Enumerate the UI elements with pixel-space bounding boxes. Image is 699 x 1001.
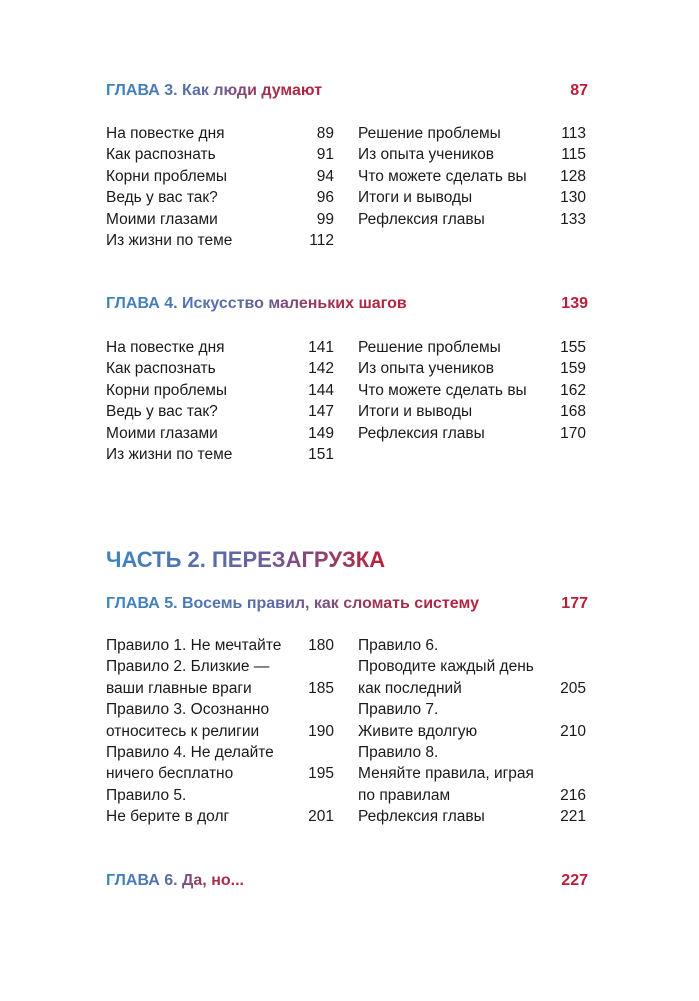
toc-entry-page: 159	[560, 360, 586, 378]
toc-entry	[358, 742, 586, 763]
toc-entry[interactable]	[358, 337, 586, 358]
toc-entry-page: 162	[560, 381, 586, 399]
toc-entry-title: На повестке дня	[106, 125, 225, 142]
toc-entry-title: Правило 6.	[358, 637, 439, 654]
toc-entry-page: 141	[308, 339, 334, 356]
toc-entry-title: Рефлексия главы	[358, 424, 485, 442]
chapter-4-title: ГЛАВА 4. Искусство маленьких шагов	[106, 295, 407, 312]
toc-entry-title: относитесь к религии	[106, 722, 260, 740]
toc-entry-title: Решение проблемы	[358, 125, 501, 142]
toc-entry	[106, 699, 334, 720]
toc-entry-page: 221	[560, 808, 586, 826]
toc-entry-title: Из жизни по теме	[106, 231, 233, 249]
toc-entry[interactable]	[358, 187, 586, 208]
toc-entry-page: 147	[308, 403, 334, 421]
toc-entry-title: Корни проблемы	[106, 381, 228, 399]
toc-entry-page: 151	[308, 445, 334, 463]
toc-entry[interactable]	[358, 678, 586, 699]
toc-entry-title: Проводите каждый день	[358, 658, 534, 676]
chapter-4-left-column	[106, 337, 334, 465]
toc-entry-title: Правило 2. Близкие —	[106, 658, 270, 676]
toc-entry-title: Что можете сделать вы	[358, 381, 527, 399]
toc-entry-title: Что можете сделать вы	[358, 167, 527, 185]
toc-entry[interactable]	[106, 401, 334, 422]
chapter-4-heading[interactable]	[106, 295, 588, 319]
toc-entry[interactable]	[358, 806, 586, 827]
toc-entry	[106, 656, 334, 677]
chapter-5-page: 177	[561, 595, 588, 612]
chapter-3-title: ГЛАВА 3. Как люди думают	[106, 82, 323, 99]
toc-entry-page: 113	[561, 125, 586, 142]
toc-entry	[358, 656, 586, 677]
toc-entry-title: Не берите в долг	[106, 808, 230, 826]
toc-entry[interactable]	[358, 401, 586, 422]
toc-entry-page: 144	[308, 381, 334, 399]
toc-entry-page: 142	[308, 360, 334, 378]
toc-entry[interactable]	[358, 423, 586, 444]
chapter-6-page: 227	[561, 872, 588, 889]
toc-entry-title: Правило 8.	[358, 743, 439, 761]
toc-entry	[106, 785, 334, 806]
toc-entry-title: Рефлексия главы	[358, 210, 485, 228]
toc-entry-title: Меняйте правила, играя	[358, 765, 534, 783]
toc-entry-title: Итоги и выводы	[358, 189, 473, 207]
toc-entry-title: Правило 4. Не делайте	[106, 743, 274, 761]
toc-entry-title: Правило 1. Не мечтайте	[106, 637, 282, 654]
toc-entry[interactable]	[106, 166, 334, 187]
toc-entry-title: Моими глазами	[106, 424, 218, 442]
chapter-6-heading[interactable]	[106, 872, 588, 896]
toc-entry[interactable]	[358, 358, 586, 379]
toc-entry-title: по правилам	[358, 786, 451, 804]
toc-entry-page: 99	[316, 210, 334, 228]
toc-entry-title: Правило 3. Осознанно	[106, 701, 270, 719]
toc-entry[interactable]	[106, 337, 334, 358]
toc-entry-page: 195	[308, 765, 334, 783]
chapter-3-left-column	[106, 123, 334, 251]
toc-entry-title: Ведь у вас так?	[106, 189, 218, 207]
toc-entry-page: 94	[316, 167, 334, 185]
toc-entry-title: Из опыта учеников	[358, 360, 495, 378]
toc-entry-page: 170	[560, 424, 586, 442]
toc-entry-title: Итоги и выводы	[358, 403, 473, 421]
toc-entry	[358, 763, 586, 784]
toc-entry[interactable]	[358, 721, 586, 742]
toc-entry-title: Корни проблемы	[106, 167, 228, 185]
toc-entry[interactable]	[358, 144, 586, 165]
toc-entry-title: Правило 7.	[358, 701, 439, 719]
toc-entry-title: Как распознать	[106, 360, 216, 378]
chapter-3-page: 87	[570, 82, 588, 99]
chapter-6-title: ГЛАВА 6. Да, но...	[106, 872, 244, 889]
chapter-5-left-column	[106, 635, 334, 828]
toc-entry-page: 210	[560, 722, 586, 740]
part-2-title: ЧАСТЬ 2. ПЕРЕЗАГРУЗКА	[106, 547, 386, 572]
toc-entry-title: Ведь у вас так?	[106, 403, 218, 421]
toc-entry	[358, 635, 586, 656]
toc-entry-page: 149	[308, 424, 334, 442]
toc-entry[interactable]	[106, 144, 334, 165]
toc-entry[interactable]	[106, 763, 334, 784]
toc-entry-title: Моими глазами	[106, 210, 218, 228]
chapter-5-title: ГЛАВА 5. Восемь правил, как сломать систему	[106, 595, 479, 612]
toc-entry[interactable]	[106, 635, 334, 656]
toc-entry[interactable]	[358, 380, 586, 401]
toc-entry[interactable]	[358, 785, 586, 806]
toc-entry-page: 115	[561, 146, 586, 164]
chapter-3-heading[interactable]	[106, 82, 588, 106]
toc-entry[interactable]	[358, 123, 586, 144]
toc-entry[interactable]	[106, 358, 334, 379]
toc-entry-page: 112	[309, 231, 334, 249]
toc-entry-title: ваши главные враги	[106, 679, 252, 697]
toc-entry-title: Из опыта учеников	[358, 146, 495, 164]
toc-entry-page: 185	[308, 679, 334, 697]
toc-entry[interactable]	[106, 721, 334, 742]
toc-entry[interactable]	[106, 678, 334, 699]
toc-entry[interactable]	[106, 187, 334, 208]
chapter-4-page: 139	[561, 295, 588, 312]
toc-entry-title: как последний	[358, 679, 462, 697]
toc-entry-title: ничего бесплатно	[106, 765, 234, 783]
toc-entry[interactable]	[106, 444, 334, 465]
toc-entry[interactable]	[106, 380, 334, 401]
chapter-5-heading[interactable]	[106, 595, 588, 619]
toc-entry-title: Рефлексия главы	[358, 808, 485, 826]
toc-entry-title: Правило 5.	[106, 786, 187, 804]
toc-entry	[106, 742, 334, 763]
toc-entry-title: Из жизни по теме	[106, 445, 233, 463]
toc-entry-page: 130	[560, 189, 586, 207]
toc-entry-title: Решение проблемы	[358, 339, 501, 356]
toc-entry-title: Как распознать	[106, 146, 216, 164]
toc-entry[interactable]	[106, 123, 334, 144]
toc-entry	[358, 699, 586, 720]
toc-entry-page: 96	[316, 189, 334, 207]
toc-entry-page: 155	[560, 339, 586, 356]
toc-entry[interactable]	[106, 230, 334, 251]
toc-entry-title: Живите вдолгую	[358, 722, 478, 740]
chapter-5-right-column	[358, 635, 586, 828]
toc-entry[interactable]	[358, 166, 586, 187]
chapter-3-right-column	[358, 123, 586, 230]
toc-entry-page: 190	[308, 722, 334, 740]
toc-entry[interactable]	[358, 209, 586, 230]
toc-entry-page: 180	[308, 637, 334, 654]
toc-entry-page: 133	[560, 210, 586, 228]
toc-entry-title: На повестке дня	[106, 339, 225, 356]
toc-entry[interactable]	[106, 423, 334, 444]
toc-entry[interactable]	[106, 209, 334, 230]
toc-entry-page: 201	[308, 808, 334, 826]
toc-entry[interactable]	[106, 806, 334, 827]
toc-entry-page: 168	[560, 403, 586, 421]
toc-entry-page: 205	[560, 679, 586, 697]
toc-entry-page: 89	[316, 125, 334, 142]
toc-entry-page: 216	[560, 786, 586, 804]
toc-entry-page: 91	[316, 146, 334, 164]
chapter-4-right-column	[358, 337, 586, 444]
toc-entry-page: 128	[560, 167, 586, 185]
